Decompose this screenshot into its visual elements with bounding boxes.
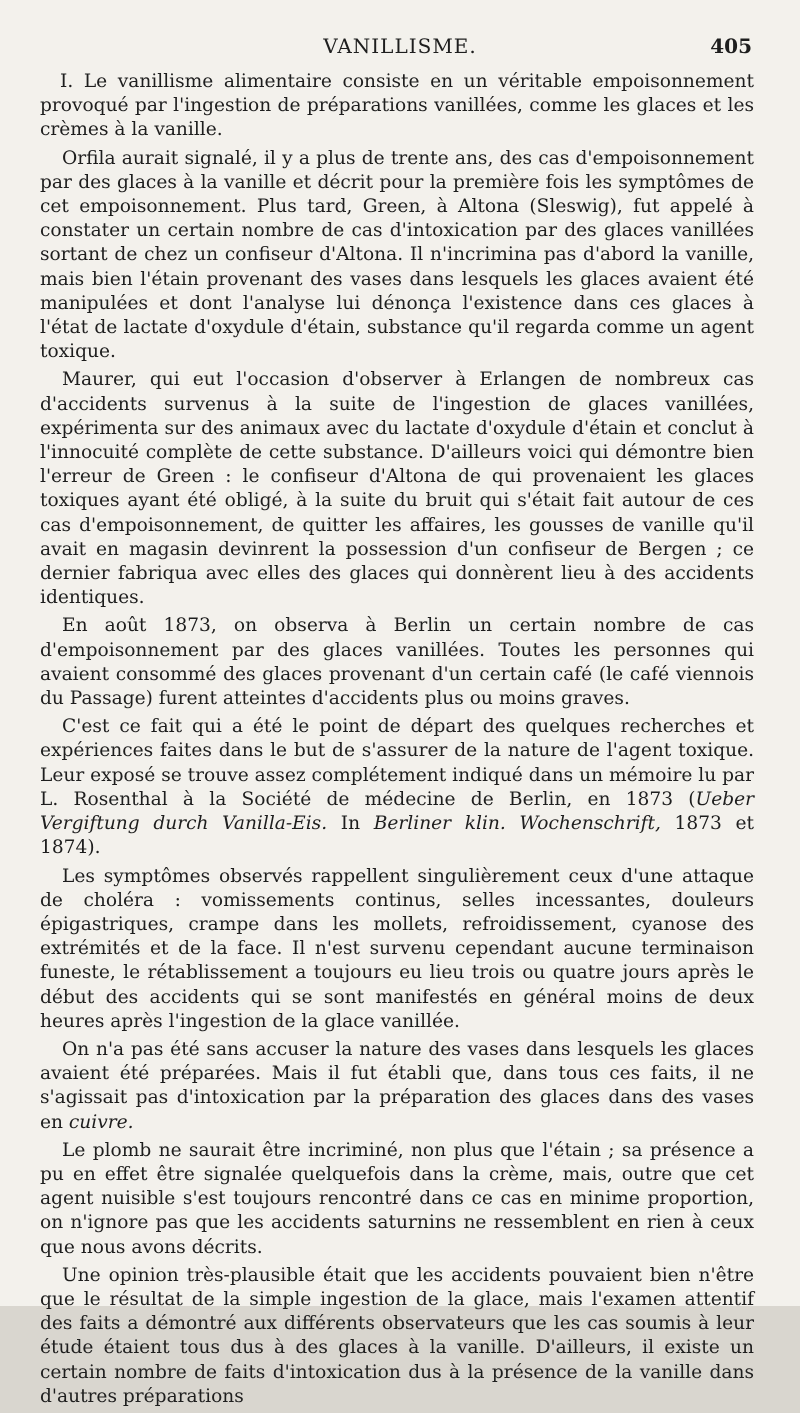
paragraph-opinion: Une opinion très-plausible était que les accidents pouvaient bien n'être que le résultat de la simple ingestion de la glace, mais l'examen attentif des faits a démontré aux différents observateurs que les cas soumis à leur étude étaient tous dus à des glaces à la vanille. D'ailleurs, il existe un certain nombre de faits d'intoxication dus à la présence de la vanille dans d'autres préparations (40, 1264, 754, 1407)
paragraph-orfila-green: Orfila aurait signalé, il y a plus de trente ans, des cas d'empoisonnement par des glaces à la vanille et décrit pour la première fois les symptômes de cet empoisonnement. Plus tard, Green, à Altona (Sleswig), fut appelé à constater un certain nombre de cas d'intoxication par des glaces vanillées sortant de chez un confiseur d'Altona. Il n'incrimina pas d'abord la vanille, mais bien l'étain provenant des vases dans lesquels les glaces avaient été manipulées et dont l'analyse lui dénonça l'existence dans ces glaces à l'état de lactate d'oxydule d'étain, substance qu'il regarda comme un agent toxique. (40, 147, 754, 363)
paragraph-symptomes: Les symptômes observés rappellent singulièrement ceux d'une attaque de choléra : vomissements continus, selles incessantes, douleurs épigastriques, crampe dans les mollets, refroidissement, cyanose des extrémités et de la face. Il n'est survenu cependant aucune terminaison funeste, le rétablissement a toujours eu lieu trois ou quatre jours après le début des accidents qui se sont manifestés en général moins de deux heures après l'ingestion de la glace vanillée. (40, 865, 754, 1032)
page-header (0, 30, 800, 60)
paragraph-vases-cuivre (40, 1038, 754, 1135)
citation-connector: In (327, 813, 374, 835)
italic-word-cuivre: cuivre. (68, 1111, 134, 1133)
paragraph-vases-text: On n'a pas été sans accuser la nature des vases dans lesquels les glaces avaient été préparées. Mais il fut établi que, dans tous ces faits, il ne s'agissait pas d'intoxication par la préparation des glaces dans des vases en (40, 1038, 754, 1133)
paragraph-berlin-1873: En août 1873, on observa à Berlin un certain nombre de cas d'empoisonnement par des glaces vanillées. Toutes les personnes qui avaient consommé des glaces provenant d'un certain café (le café viennois du Passage) furent atteintes d'accidents plus ou moins graves. (40, 615, 754, 710)
journal-title: Berliner klin. Wochenschrift, (373, 813, 661, 835)
paragraph-maurer: Maurer, qui eut l'occasion d'observer à Erlangen de nombreux cas d'accidents survenus à la suite de l'ingestion de glaces vanillées, expérimenta sur des animaux avec du lactate d'oxydule d'étain et conclut à l'innocuité complète de cette substance. D'ailleurs voici qui démontre bien l'erreur de Green : le confiseur d'Altona de qui provenaient les glaces toxiques ayant été obligé, à la suite du bruit qui s'était fait autour de ces cas d'empoisonnement, de quitter les affaires, les gousses de vanille qu'il avait en magasin devinrent la possession d'un confiseur de Bergen ; ce dernier fabriqua avec elles des glaces qui donnèrent lieu à des accidents identiques. (40, 369, 754, 609)
body-text (40, 70, 754, 1413)
paragraph-vanillisme-alimentaire: I. Le vanillisme alimentaire consiste en un véritable empoisonnement provoqué par l'ingestion de préparations vanillées, comme les glaces et les crèmes à la vanille. (40, 71, 754, 141)
running-title: VANILLISME. (323, 34, 477, 58)
page-number: 405 (710, 34, 752, 58)
citation-years: 1873 et 1874). (40, 813, 754, 859)
paragraph-plomb: Le plomb ne saurait être incriminé, non plus que l'étain ; sa présence a pu en effet être signalée quelquefois dans la crème, mais, outre que cet agent nuisible s'est toujours rencontré dans ce cas en minime proportion, on n'ignore pas que les accidents saturnins ne ressemblent en rien à ceux que nous avons décrits. (40, 1139, 754, 1258)
citation-title: Ueber Vergiftung durch Vanilla-Eis. (40, 788, 754, 835)
paragraph-rosenthal (40, 715, 754, 860)
paragraph-rosenthal-text: C'est ce fait qui a été le point de départ des quelques recherches et expériences faites dans le but de s'assurer de la nature de l'agent toxique. Leur exposé se trouve assez complétement indiqué dans un mémoire lu par L. Rosenthal à la Société de médecine de Berlin, en 1873 ( (40, 716, 754, 810)
